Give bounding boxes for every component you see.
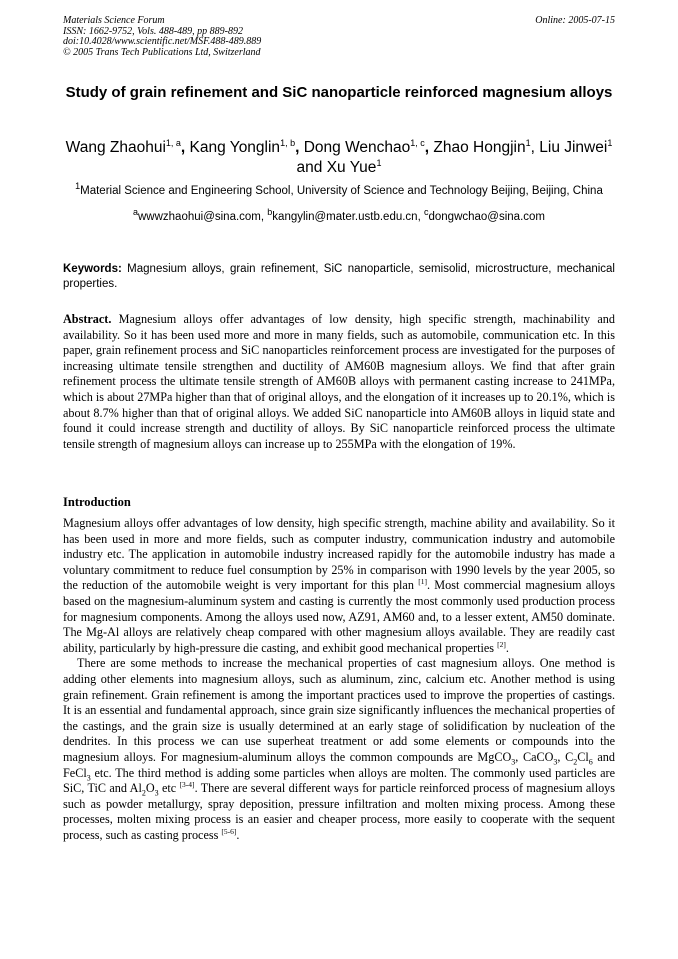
author-list: Wang Zhaohui$^{1, a}$, Kang Yonglin$^{1, b}$, Dong Wenchao$^{1, c}$, Zhao Hongjin$^1$, Liu Jinwei$^1$ and Xu Yue$^1$ (65, 137, 613, 176)
abstract (63, 312, 615, 452)
citation[interactable]: [1] (418, 577, 427, 587)
section-heading-introduction: Introduction (63, 495, 131, 509)
doi-line[interactable]: doi:10.4028/www.scientific.net/MSF.488-489.889 (63, 36, 262, 47)
journal-name: Materials Science Forum (63, 15, 165, 26)
keywords-text: Magnesium alloys, grain refinement, SiC nanoparticle, semisolid, microstructure, mechanical properties. (63, 263, 615, 290)
author-name: Wang Zhaohui (65, 139, 166, 156)
email-address[interactable]: dongwchao@sina.com (428, 211, 546, 223)
author-name: Dong Wenchao (303, 139, 411, 156)
author-name: Kang Yonglin (189, 139, 281, 156)
keywords (63, 262, 615, 292)
paragraph: Magnesium alloys offer advantages of low density, high specific strength, machine ability and availability. So it has been used in more and more fields, such as computer industry, communication industry and automobile industry etc. The application in automobile industry increased rapidly for the automobile industry has made a voluntary commitment to reduce fuel consumption by 25% in comparison with 1990 levels by the year 2005, so the reduction of the automobile weight is very important for this plan [1]. Most commercial magnesium alloys based on the magnesium-aluminum system and casting is currently the most commonly used production process for magnesium components. Among the alloys used now, AZ91, AM60 and, to a lesser extent, AM50 dominate. The Mg-Al alloys are relatively cheap compared with other magnesium alloys available. They are readily cast ability, particularly by high-pressure die casting, and exhibit good mechanical properties [2]. (63, 516, 615, 655)
citation[interactable]: [2] (497, 639, 506, 649)
paper-title: Study of grain refinement and SiC nanoparticle reinforced magnesium alloys (65, 84, 613, 101)
issn-line: ISSN: 1662-9752, Vols. 488-489, pp 889-892 (63, 25, 243, 37)
author-affil-mark: 1 (525, 137, 531, 148)
author-name: Xu Yue (326, 159, 377, 176)
paragraph: There are some methods to increase the mechanical properties of cast magnesium alloys. One method is adding other elements into magnesium alloys, such as aluminum, zinc, calcium etc. Another method is using grain refinement. Grain refinement is among the important practices used to improve the properties of castings. It is an essential and fundamental approach, since grain size significantly influences the mechanical properties of the castings, and the grain size is usually determined at an early stage of solidification by nucleation of the dendrites. In this process we can use superheat treatment or add some elements or compounds into the magnesium alloys. For magnesium-aluminum alloys the common compounds are MgCO$_3$, CaCO$_3$, $C_2Cl_6$ and FeCl$_3$ etc. The third method is adding some particles when alloys are molten. The commonly used particles are SiC, TiC and $Al_2O_3$ etc [3-4]. There are several different ways for particle reinforced process of magnesium alloys such as powder metallurgy, spray deposition, pressure infiltration and molten mixing process. Among these processes, molten mixing process is an easier and cheaper process, more easily to cooperate with the sequent process, such as casting process [5-6]. (63, 656, 616, 842)
citation[interactable]: [5-6] (221, 826, 237, 836)
author-name: Liu Jinwei (539, 139, 608, 156)
author-affil-mark: 1 (607, 137, 613, 148)
affiliation-block (63, 180, 615, 228)
author-affil-mark: 1, a (165, 137, 181, 148)
abstract-text: Magnesium alloys offer advantages of low density, high specific strength, machinability and availability. So it has been used more and more in many fields, such as automobile, communication etc. In this paper, grain refinement process and SiC nanoparticles reinforcement process are investigated for the purposes of increasing ultimate tensile strengthen and ductility of AM60B magnesium alloys. We find that after grain refinement process the ultimate tensile strength of AM60B alloys with permanent casting increase to 241MPa, which is about 27MPa higher than that of original alloys, and the elongation of it increases up to 20.1%, which is about 8.7% higher than that of original alloys. We added SiC nanoparticle into AM60B alloys in liquid state and found it could increase strength and ductility of alloys. By SiC nanoparticle reinforced process the ultimate tensile strength of magnesium alloys can increase up to 255MPa with the elongation of 19%. (63, 312, 615, 451)
author-affil-mark: 1 (376, 157, 382, 168)
affiliation: $^1$Material Science and Engineering School, University of Science and Technology Beijing, Beijing, China (75, 181, 603, 197)
copyright-line: © 2005 Trans Tech Publications Ltd, Switzerland (63, 46, 261, 58)
author-affil-mark: 1, b (280, 137, 296, 148)
author-name: Zhao Hongjin (433, 139, 526, 156)
journal-header (63, 16, 615, 58)
abstract-label: Abstract. (63, 312, 112, 326)
online-date: Online: 2005-07-15 (535, 15, 615, 26)
email-address[interactable]: kangylin@mater.ustb.edu.cn (272, 211, 418, 223)
author-affil-mark: 1, c (410, 137, 425, 148)
keywords-label: Keywords: (63, 263, 122, 275)
citation[interactable]: [3-4] (179, 780, 195, 790)
email-address[interactable]: wwwzhaohui@sina.com (138, 211, 261, 223)
email-list: $^a$wwwzhaohui@sina.com, $^b$kangylin@mater.ustb.edu.cn, $^c$dongwchao@sina.com (132, 207, 546, 223)
introduction-body (63, 516, 615, 843)
